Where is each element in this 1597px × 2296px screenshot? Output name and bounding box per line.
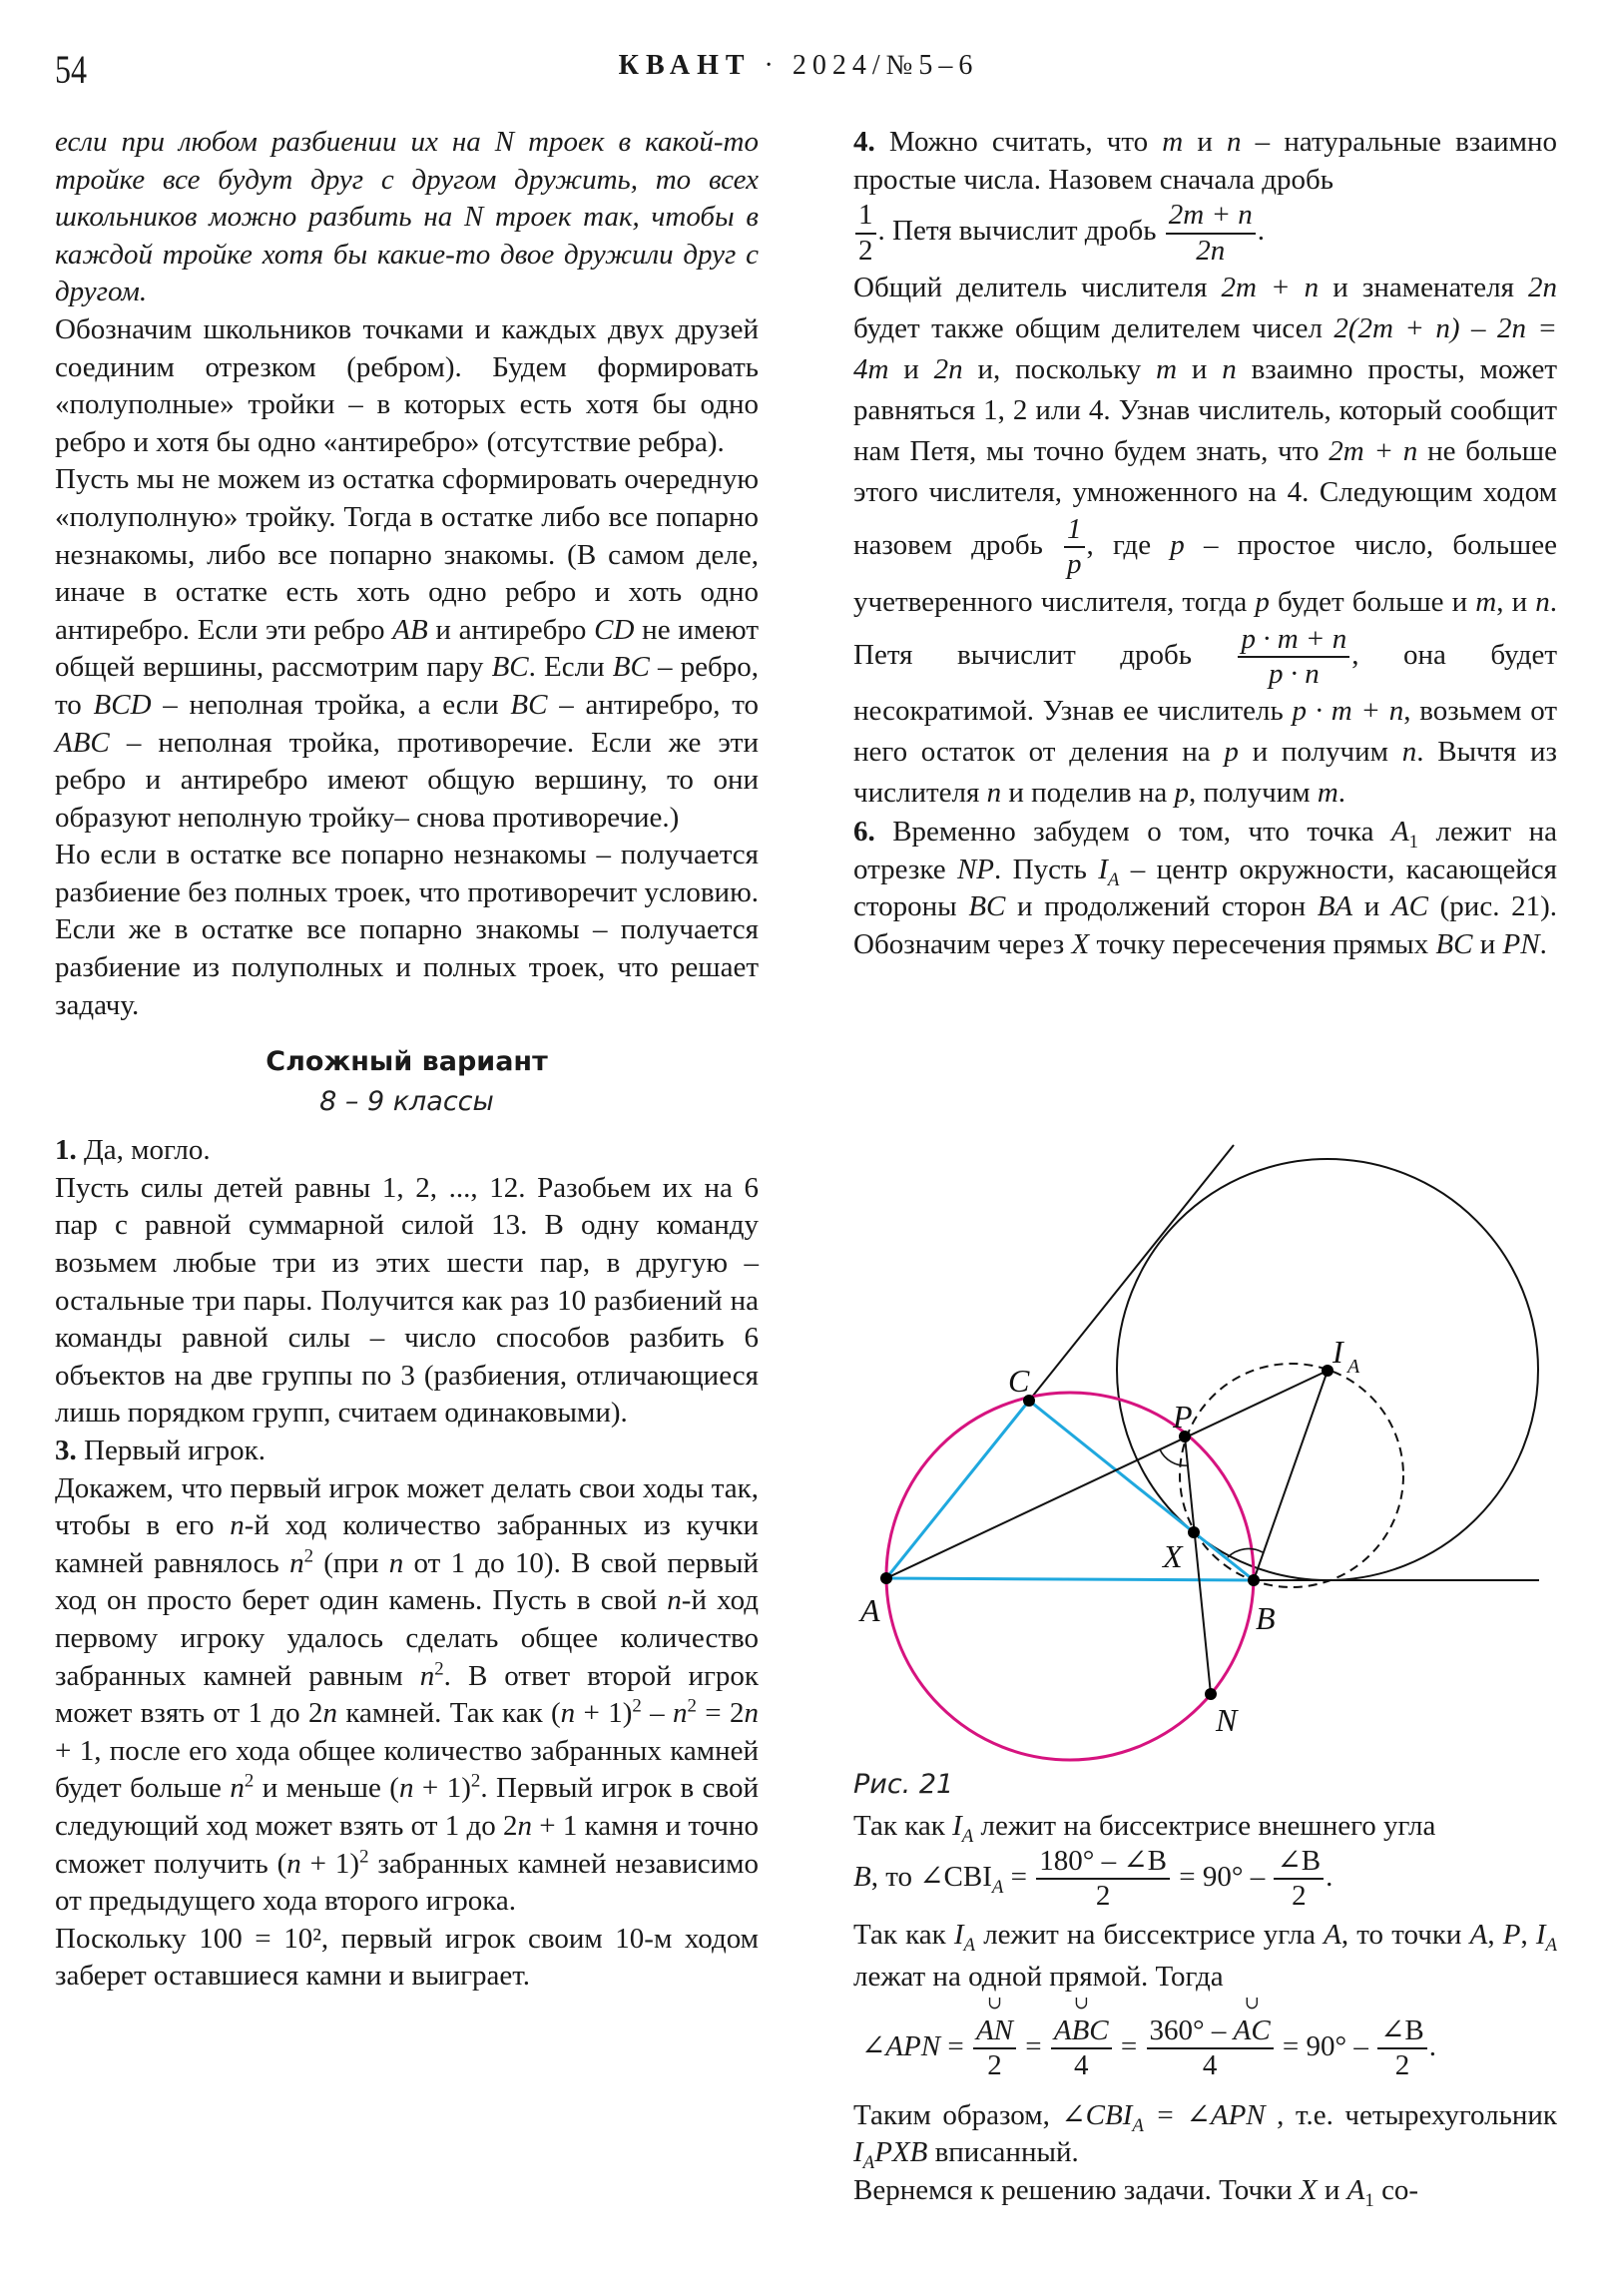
separator: · <box>764 50 780 81</box>
angle-mark-APN <box>1160 1449 1188 1465</box>
label-IA: I <box>1332 1334 1343 1370</box>
problem-4-solution: 4. Можно считать, что m и n – натуральные взаимно простые числа. Назовем сначала дробь <box>853 126 1558 196</box>
figure-caption: Рис. 21 <box>853 1769 954 1800</box>
paragraph: Общий делитель числителя 2m + n и знаменателя 2n будет также общим делителем чисел 2(2m + n) – 2n = 4m и 2n и, поскольку m и n взаимно просты, может равняться 1, 2 или 4. Узнав числитель, который сообщит нам Петя, мы точно будем знать, что 2m + n не больше этого числителя, умноженного на 4. Следующим ходом назовем дробь $\frac{1}{p}$ , где p – простое число, большее учетверенного числителя, тогда p будет больше и m, и n. Петя вычислит дробь $\frac{p \cdot m + n}{p \cdot n}$ , она будет несократимой. Узнав ее числитель p · m + n, возьмем от него остаток от деления на p и получим n. Вычтя из числителя n и поделив на p, получим m. <box>853 271 1558 810</box>
label-X: X <box>1163 1538 1183 1574</box>
paragraph: Но если в остатке все попарно незнакомы – получается разбиение без полных троек, что противоречит условию. Если же в остатке все попарно знакомы – получается разбиение из полуполных и полных троек, что решает задачу. <box>55 839 759 1021</box>
label-IA-sub: A <box>1347 1356 1360 1378</box>
fraction-1-over-p: $\frac{1}{p}$ <box>1064 513 1085 582</box>
running-head <box>0 50 1597 82</box>
page-number: 54 <box>55 47 87 92</box>
fraction-B-over-2: $\frac{\angle B}{2}$ <box>1274 1845 1324 1914</box>
paragraph: Так как $I_A$ лежит на биссектрисе угла A, то точки A, P, $I_A$ лежат на одной прямой. Тогда <box>853 1918 1558 1993</box>
fraction-360-minus-arc-AC-over-4: $\frac{360^\circ - \cup AC}{4}$ <box>1147 2014 1274 2083</box>
point-A <box>880 1572 892 1584</box>
point-B <box>1248 1574 1260 1586</box>
issue-number: 2024/№5–6 <box>792 50 979 81</box>
fraction-line: $\frac{1}{2}$ . Петя вычислит дробь $\frac{2m + n}{2n}$ . <box>853 199 1557 268</box>
page-header <box>0 40 1597 100</box>
fraction-180-minus-B-over-2: $\frac{180^\circ - \angle B}{2}$ <box>1036 1845 1170 1914</box>
section-subtitle: 8 – 9 классы <box>319 1086 494 1118</box>
tangent-line-AC-extension <box>1029 1145 1234 1401</box>
line-A-IA <box>886 1371 1328 1578</box>
label-B: B <box>1256 1600 1276 1636</box>
point-N <box>1205 1688 1217 1700</box>
label-C: C <box>1008 1363 1030 1399</box>
equation-APN: ∠APN = ∪ $\frac{AN}{2}$ = ∪ $\frac{\text{ABC}}{4}$ = $\frac{360^\circ - \cup AC}{4}$ = 90° – $\frac{\angle B}{2}$ . <box>853 1998 1557 2089</box>
fraction-one-half: $\frac{1}{2}$ <box>855 199 876 268</box>
right-column <box>853 124 1557 964</box>
line-P-N <box>1185 1436 1211 1694</box>
equation-CBIA: B, то $\angle CBI_A$ = $\frac{180^\circ - \angle B}{2}$ = 90° – $\frac{\angle B}{2}$ . <box>853 1845 1333 1913</box>
label-N: N <box>1216 1702 1238 1738</box>
paragraph: Таким образом, $\angle CBI_A$ = ∠APN , т.е. четырехугольник $I_APXB$ вписанный. <box>853 2098 1557 2174</box>
problem-1-solution: Пусть силы детей равны 1, 2, ..., 12. Разобьем их на 6 пар с равной суммарной силой 13. В одну команду возьмем любые три из этих шести пар, в другую – остальные три пары. Получится как раз 10 разбиений на команды равной силы – число способов разбить 6 объектов на две группы по 3 (разбиения, отличающиеся лишь порядком групп, считаем одинаковыми). <box>55 1171 759 1430</box>
fraction-arc-ABC-over-4: ∪ $\frac{\text{ABC}}{4}$ <box>1051 2014 1112 2083</box>
fraction-arc-AN-over-2: ∪ $\frac{AN}{2}$ <box>973 2014 1016 2083</box>
paragraph: Обозначим школьников точками и каждых двух друзей соединим отрезком (ребром). Будем формировать «полуполные» тройки – в которых есть хотя бы одно ребро и хотя бы одно «антиребро» (отсутствие ребра). <box>55 312 759 458</box>
section-title: Сложный вариант <box>266 1046 548 1078</box>
paragraph: Пусть мы не можем из остатка сформировать очередную «полуполную» тройку. Тогда в остатке либо все попарно незнакомы, либо все попарно знакомы. (В самом деле, иначе в остатке есть хоть одно ребро и хоть одно антиребро. Если эти ребро AB и антиребро CD не имеют общей вершины, рассмотрим пару BC. Если BC – ребро, то BCD – неполная тройка, а если BC – антиребро, то ABC – неполная тройка, противоречие. Если же эти ребро и антиребро имеют общую вершину, то они образуют неполную тройку– снова противоречие.) <box>55 463 759 834</box>
angle-mark-CBIA <box>1228 1548 1263 1557</box>
label-P: P <box>1173 1399 1193 1435</box>
problem-statement-italic: если при любом разбиении их на N троек в какой-то тройке все будут друг с другом дружить, то всех школьников можно разбить на N троек так, чтобы в каждой тройке хотя бы какие-то двое дружили друг с другом. <box>55 126 759 308</box>
left-column <box>55 124 759 1996</box>
figure-21-geometry-diagram <box>853 1138 1572 1787</box>
problem-1-answer: 1. Да, могло. <box>55 1134 211 1167</box>
problem-3-solution: Докажем, что первый игрок может делать свои ходы так, чтобы в его n-й ход количество забранных из кучки камней равнялось $n^2$ (при n от 1 до 10). В свой первый ход он просто берет один камень. Пусть в свой n-й ход первому игроку удалось сделать общее количество забранных камней равным $n^2$. В ответ второй игрок может взять от 1 до 2n камней. Так как $(n + 1)^2 - n^2 = 2n + 1$, после его хода общее количество забранных камней будет больше $n^2$ и меньше $(n + 1)^2$. Первый игрок в свой следующий ход может взять от 1 до 2n + 1 камня и точно сможет получить $(n + 1)^2$ забранных камней независимо от предыдущего хода второго игрока. <box>55 1471 760 1918</box>
problem-3-answer: 3. Первый игрок. <box>55 1435 266 1466</box>
label-A: A <box>860 1592 880 1628</box>
line-B-IA <box>1254 1371 1328 1580</box>
right-column-continued <box>853 1807 1557 2209</box>
problem-6-solution: 6. Временно забудем о том, что точка $A_1$ лежит на отрезке NP. Пусть $I_A$ – центр окружности, касающейся стороны BC и продолжений сторон BA и AC (рис. 21). Обозначим через X точку пересечения прямых BC и PN. <box>853 816 1557 961</box>
problem-3-conclusion: Поскольку 100 = 10², первый игрок своим 10-м ходом заберет оставшиеся камни и выиграет. <box>55 1922 759 1993</box>
paragraph: Так как $I_A$ лежит на биссектрисе внешнего угла <box>853 1810 1436 1847</box>
fraction-2m-n-over-2n: $\frac{2m + n}{2n}$ <box>1166 199 1256 268</box>
point-X <box>1188 1526 1200 1538</box>
paragraph: Вернемся к решению задачи. Точки X и $A_1$ со- <box>853 2173 1419 2211</box>
fraction-pm-n-over-pn: $\frac{p \cdot m + n}{p \cdot n}$ <box>1238 623 1349 692</box>
fraction-B-over-2: $\frac{\angle B}{2}$ <box>1377 2014 1427 2083</box>
journal-title: КВАНТ <box>618 50 752 81</box>
